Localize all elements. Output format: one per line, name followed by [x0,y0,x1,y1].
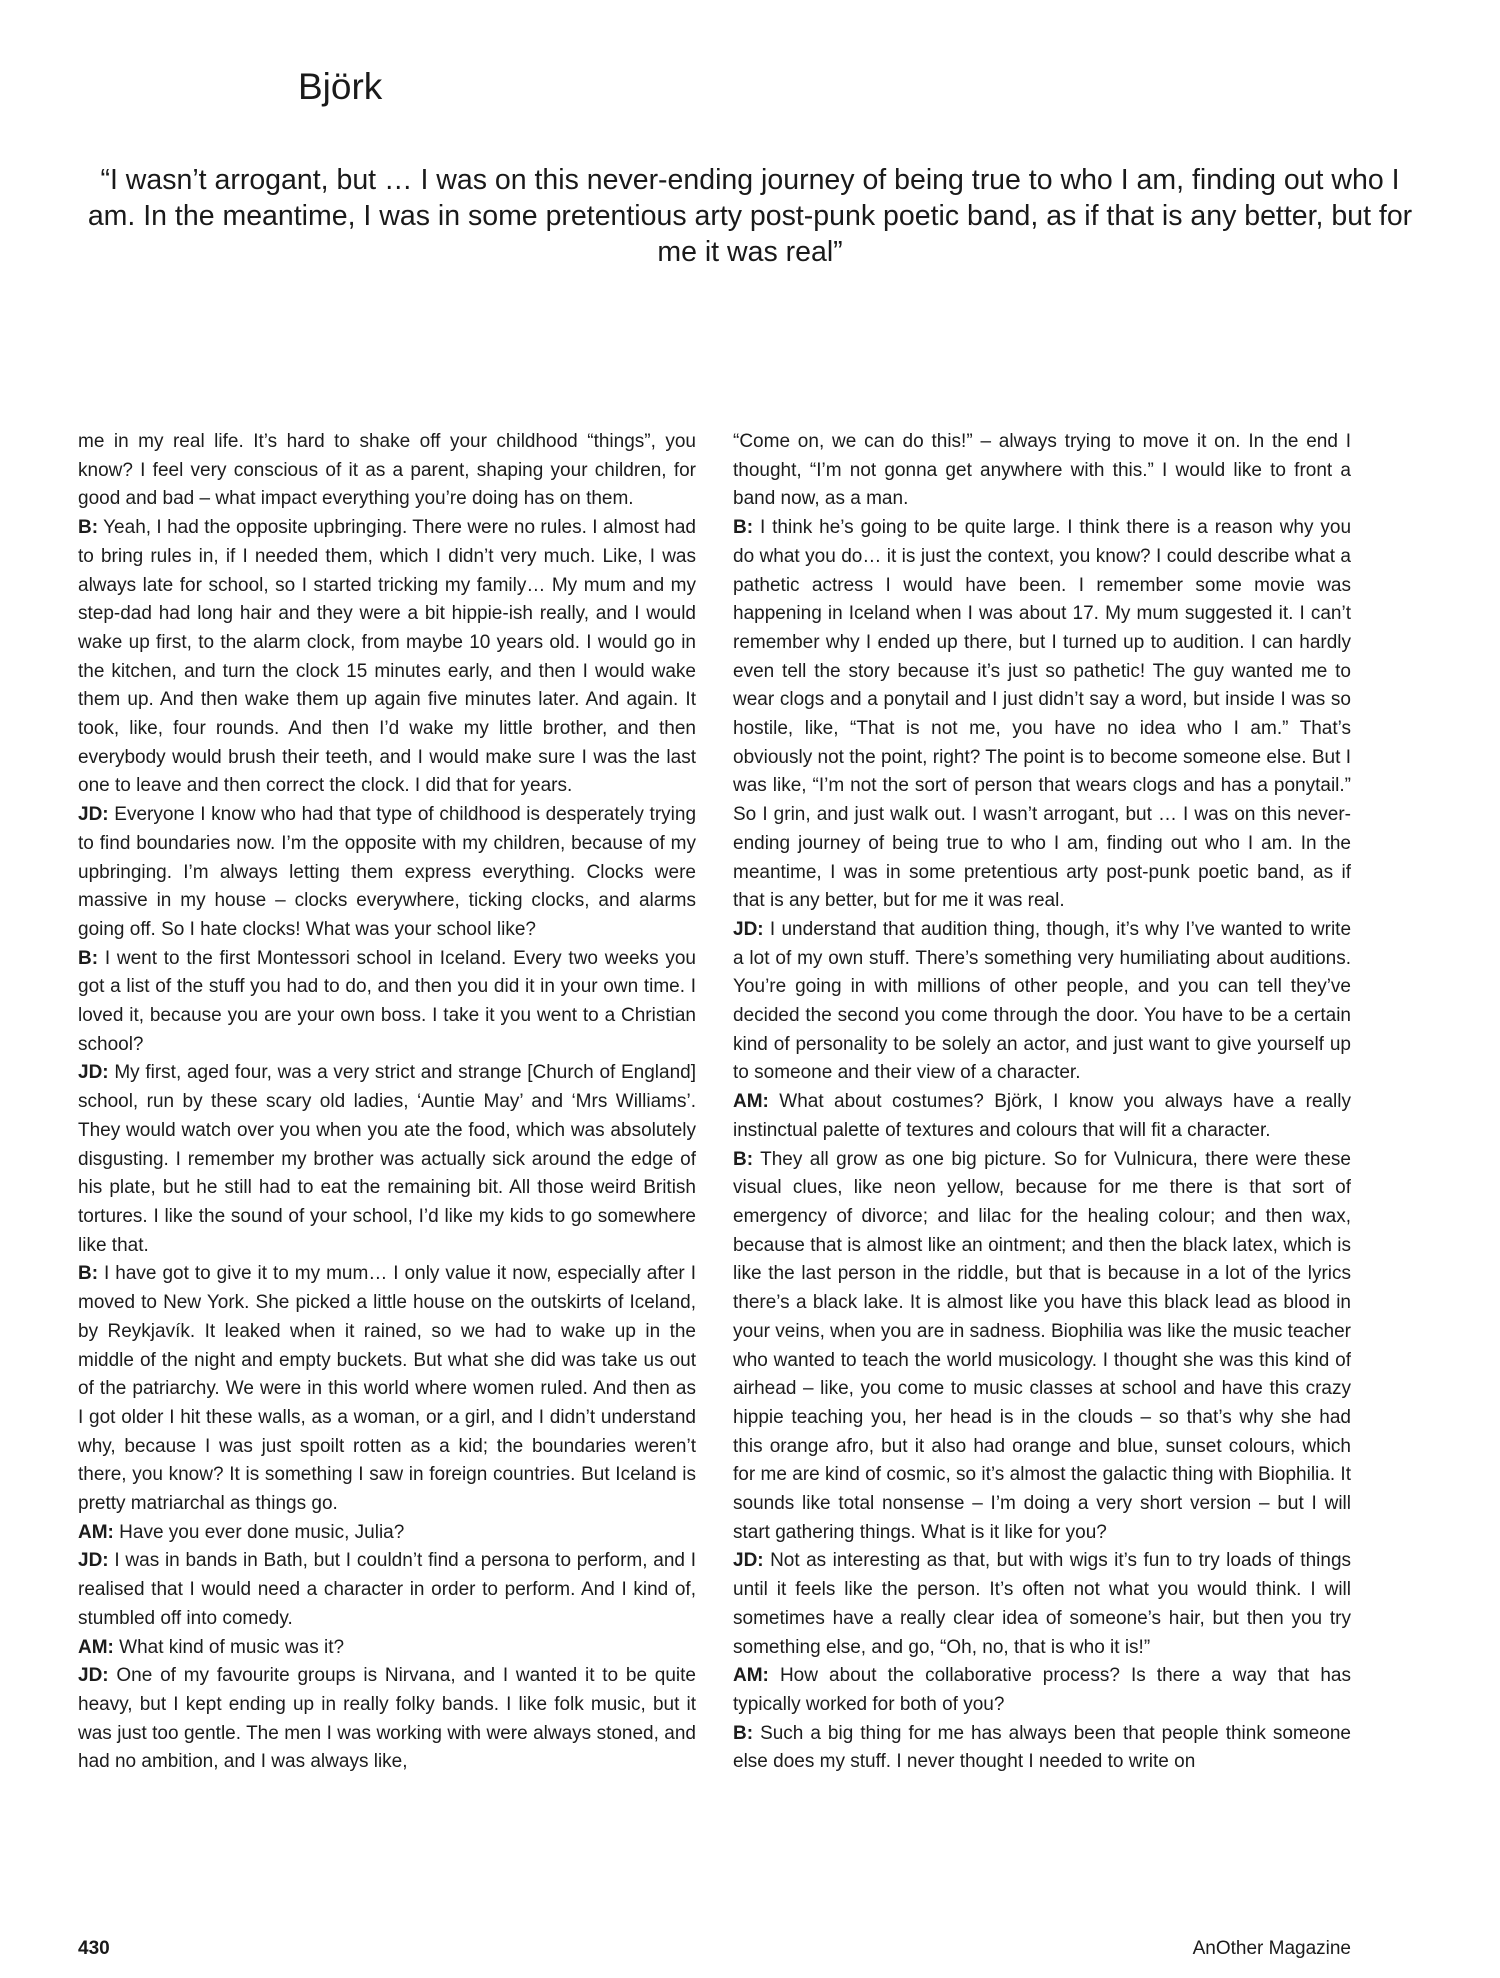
paragraph-text: I have got to give it to my mum… I only value it now, especially after I moved to New York. She picked a little house on the outskirts of Iceland, by Reykjavík. It leaked when it rained, so we had to wake up in the middle of the night and empty buckets. But what she did was take us out of the patriarchy. We were in this world where women ruled. And then as I got older I hit these walls, as a woman, or a girl, and I didn’t understand why, because I was just spoilt rotten as a kid; the boundaries weren’t there, you know? It is something I saw in foreign countries. But Iceland is pretty matriarchal as things go. [78,1263,696,1515]
paragraph-text: I think he’s going to be quite large. I think there is a reason why you do what you do… it is just the context, you know? I could describe what a pathetic actress I would have been. I remember some movie was happening in Iceland when I was about 17. My mum suggested it. I can’t remember why I ended up there, but I turned up to audition. I can hardly even tell the story because it’s just so pathetic! The guy wanted me to wear clogs and a ponytail and I just didn’t say a word, but inside I was so hostile, like, “That is not me, you have no idea who I am.” That’s obviously not the point, right? The point is to become someone else. But I was like, “I’m not the sort of person that wears clogs and has a ponytail.” So I grin, and just walk out. I wasn’t arrogant, but … I was on this never-ending journey of being true to who I am, finding out who I am. In the meantime, I was in some pretentious arty post-punk poetic band, as if that is any better, but for me it was real. [733,517,1351,912]
paragraph-text: One of my favourite groups is Nirvana, and I wanted it to be quite heavy, but I kept ending up in really folky bands. I like folk music, but it was just too gentle. The men I was working with were always stoned, and had no ambition, and I was always like, [78,1665,696,1773]
paragraph-text: “Come on, we can do this!” – always trying to move it on. In the end I thought, “I’m not gonna get anywhere with this.” I would like to front a band now, as a man. [733,431,1351,510]
speaker-label: AM: [78,1521,114,1543]
paragraph-text: Yeah, I had the opposite upbringing. There were no rules. I almost had to bring rules in, if I needed them, which I didn’t very much. Like, I was always late for school, so I started tricking my family… My mum and my step-dad had long hair and they were a bit hippie-ish really, and I would wake up first, to the alarm clock, from maybe 10 years old. I would go in the kitchen, and turn the clock 15 minutes early, and then I would wake them up. And then wake them up again five minutes later. And again. It took, like, four rounds. And then I’d wake my little brother, and then everybody would brush their teeth, and I would make sure I was the last one to leave and then correct the clock. I did that for years. [78,517,696,797]
page-number: 430 [78,1938,110,1959]
paragraph-text: me in my real life. It’s hard to shake off your childhood “things”, you know? I feel very conscious of it as a parent, shaping your children, for good and bad – what impact everything you’re doing has on them. [78,431,696,510]
speaker-label: JD: [733,918,764,940]
paragraph-text: Not as interesting as that, but with wigs it’s fun to try loads of things until it feels like the person. It’s often not what you would think. I will sometimes have a really clear idea of someone’s hair, but then you try something else, and go, “Oh, no, that is who it is!” [733,1550,1351,1658]
paragraph [733,514,1351,916]
speaker-label: AM: [733,1091,769,1113]
paragraph-text: I understand that audition thing, though, it’s why I’ve wanted to write a lot of my own stuff. There’s something very humiliating about auditions. You’re going in with millions of other people, and you can tell they’ve decided the second you come through the door. You have to be a certain kind of personality to be solely an actor, and just want to give yourself up to someone and their view of a character. [733,918,1351,1084]
paragraph [78,1260,696,1518]
paragraph-text: They all grow as one big picture. So for Vulnicura, there were these visual clues, like neon yellow, because for me there is that sort of emergency of divorce; and lilac for the healing colour; and then wax, because that is almost like an ointment; and then the black latex, which is like the last person in the riddle, but that is because in a lot of the lyrics there’s a black lake. It is almost like you have this black lead as blood in your veins, when you are in sadness. Biophilia was like the music teacher who wanted to teach the world musicology. I thought she was this kind of airhead – like, you come to music classes at school and have this crazy hippie teaching you, her head is in the clouds – so that’s why she had this orange afro, but it also had orange and blue, sunset colours, which for me are kind of cosmic, so it’s almost the galactic thing with Biophilia. It sounds like total nonsense – I’m doing a very short version – but I will start gathering things. What is it like for you? [733,1148,1351,1543]
speaker-label: JD: [78,1665,109,1687]
paragraph [733,1146,1351,1548]
speaker-label: B: [733,1148,754,1170]
speaker-label: JD: [78,1062,109,1084]
paragraph-text: How about the collaborative process? Is there a way that has typically worked for both of you? [733,1665,1351,1715]
paragraph [78,945,696,1060]
paragraph [78,514,696,801]
paragraph [733,428,1351,514]
pull-quote: “I wasn’t arrogant, but … I was on this never-ending journey of being true to who I am, finding out who I am. In the meantime, I was in some pretentious arty post-punk poetic band, as if that is any better, but for me it was real” [87,164,1413,268]
left-column [78,428,696,1888]
paragraph-text: Have you ever done music, Julia? [119,1521,405,1543]
paragraph-text: My first, aged four, was a very strict and strange [Church of England] school, run by these scary old ladies, ‘Auntie May’ and ‘Mrs Williams’. They would watch over you when you ate the food, which was absolutely disgusting. I remember my brother was actually sick around the edge of his plate, but he still had to eat the remaining bit. All those weird British tortures. I like the sound of your school, I’d like my kids to go somewhere like that. [78,1062,696,1256]
speaker-label: AM: [78,1636,114,1658]
magazine-name: AnOther Magazine [1192,1938,1351,1959]
paragraph-text: I was in bands in Bath, but I couldn’t find a persona to perform, and I realised that I would need a character in order to perform. And I kind of, stumbled off into comedy. [78,1550,696,1629]
paragraph [733,1547,1351,1662]
speaker-label: AM: [733,1665,769,1687]
speaker-label: B: [78,517,99,539]
speaker-label: B: [733,1722,754,1744]
paragraph [78,1634,696,1663]
paragraph [733,916,1351,1088]
article-title: Björk [298,66,383,107]
paragraph-text: Everyone I know who had that type of childhood is desperately trying to find boundaries now. I’m the opposite with my children, because of my upbringing. I’m always letting them express everything. Clocks were massive in my house – clocks everywhere, ticking clocks, and alarms going off. So I hate clocks! What was your school like? [78,804,696,940]
paragraph [78,1662,696,1777]
paragraph [78,1059,696,1260]
paragraph-text: What kind of music was it? [119,1636,345,1658]
speaker-label: JD: [733,1550,764,1572]
paragraph [78,428,696,514]
paragraph [78,1547,696,1633]
paragraph [733,1088,1351,1145]
paragraph [78,801,696,945]
paragraph [733,1720,1351,1777]
paragraph [733,1662,1351,1719]
speaker-label: B: [78,947,99,969]
paragraph [78,1519,696,1548]
paragraph-text: I went to the first Montessori school in Iceland. Every two weeks you got a list of the stuff you had to do, and then you did it in your own time. I loved it, because you are your own boss. I take it you went to a Christian school? [78,947,696,1055]
speaker-label: B: [733,517,754,539]
paragraph-text: What about costumes? Björk, I know you always have a really instinctual palette of textures and colours that will fit a character. [733,1091,1351,1141]
speaker-label: B: [78,1263,99,1285]
paragraph-text: Such a big thing for me has always been that people think someone else does my stuff. I never thought I needed to write on [733,1722,1351,1773]
speaker-label: JD: [78,1550,109,1572]
speaker-label: JD: [78,804,109,826]
right-column [733,428,1351,1888]
